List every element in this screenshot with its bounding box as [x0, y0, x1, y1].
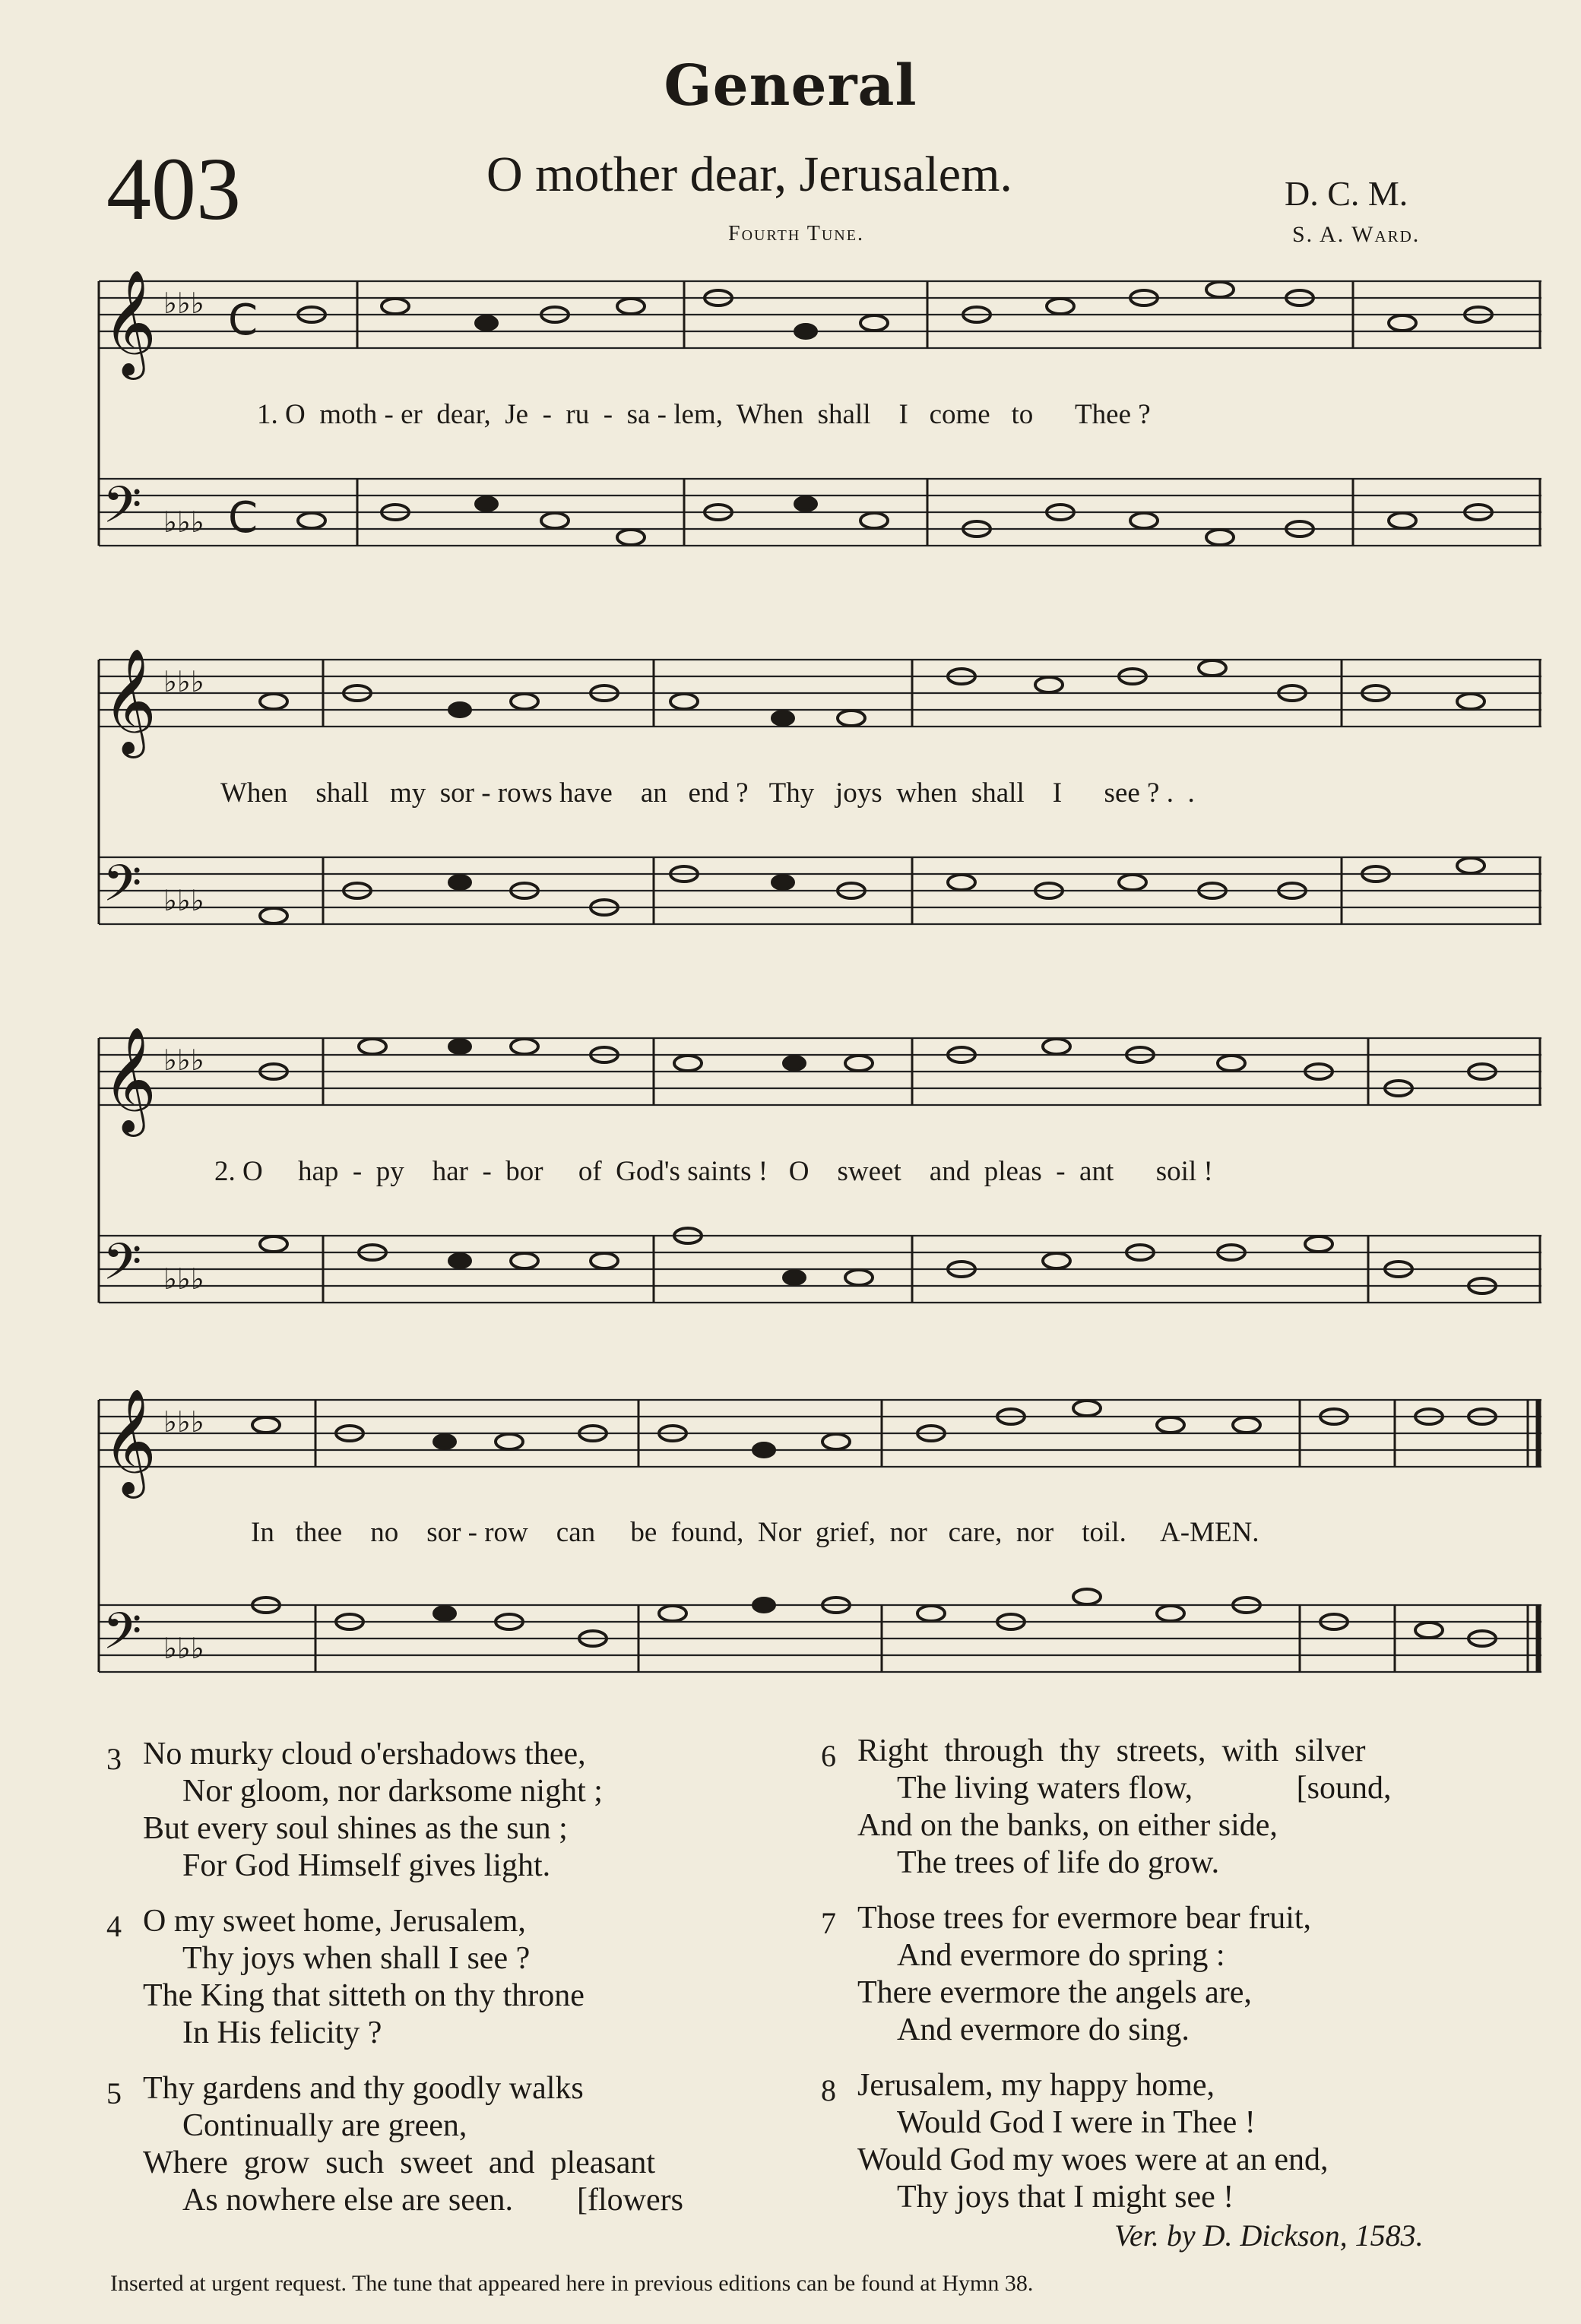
verse-5: 5 Thy gardens and thy goodly walks Continually are green, Where grow such sweet and pleasant As nowhere else are seen. [flowers: [106, 2071, 683, 2218]
verse-3: 3 No murky cloud o'ershadows thee, Nor gloom, nor darksome night ; But every soul shines as the sun ; For God Himself gives light.: [106, 1737, 603, 1883]
verse-7: 7 Those trees for evermore bear fruit, And evermore do spring : There evermore the angels are, And evermore do sing.: [821, 1901, 1312, 2047]
time-signature-icon: C: [228, 296, 258, 345]
treble-clef-icon: 𝄞: [103, 270, 157, 375]
verse-number: 6: [821, 1739, 836, 1773]
lyrics-line-4: In thee no sor - row can be found, Nor grief, nor care, nor toil. A-MEN.: [251, 1517, 1259, 1548]
treble-clef-icon: 𝄞: [103, 1388, 157, 1494]
svg-text:♭♭♭: ♭♭♭: [163, 1405, 204, 1439]
attribution: Ver. by D. Dickson, 1583.: [1114, 2218, 1424, 2253]
svg-text:♭♭♭: ♭♭♭: [163, 665, 204, 698]
verse-number: 4: [106, 1909, 122, 1943]
verse-number: 7: [821, 1906, 836, 1940]
svg-text:♭♭♭: ♭♭♭: [163, 1043, 204, 1077]
bass-clef-icon: 𝄢: [103, 476, 142, 546]
section-title: General: [664, 53, 917, 119]
svg-text:♭♭♭: ♭♭♭: [163, 884, 204, 917]
lyrics-line-1: 1. O moth - er dear, Je - ru - sa - lem, When shall I come to Thee ?: [257, 399, 1151, 430]
hymn-number: 403: [106, 139, 241, 239]
svg-text:♭♭♭: ♭♭♭: [163, 505, 204, 539]
verse-4: 4 O my sweet home, Jerusalem, Thy joys when shall I see ? The King that sitteth on thy throne In His felicity ?: [106, 1904, 585, 2050]
svg-text:♭♭♭: ♭♭♭: [163, 1632, 204, 1665]
meter-label: D. C. M.: [1285, 174, 1408, 213]
composer-name: S. A. Ward.: [1292, 222, 1421, 247]
treble-clef-icon: 𝄞: [103, 648, 157, 754]
bass-clef-icon: 𝄢: [103, 854, 142, 925]
treble-clef-icon: 𝄞: [103, 1027, 157, 1132]
lyrics-line-3: 2. O hap - py har - bor of God's saints ! O sweet and pleas - ant soil !: [214, 1156, 1213, 1187]
footnote: Inserted at urgent request. The tune that appeared here in previous editions can be found at Hymn 38.: [110, 2271, 1034, 2296]
svg-text:C: C: [228, 493, 258, 543]
key-signature-icon: ♭♭♭: [163, 287, 204, 320]
verse-number: 8: [821, 2073, 836, 2107]
svg-text:♭♭♭: ♭♭♭: [163, 1262, 204, 1296]
bass-clef-icon: 𝄢: [103, 1233, 142, 1303]
bass-clef-icon: 𝄢: [103, 1602, 142, 1673]
verse-number: 3: [106, 1742, 122, 1776]
verse-6: 6 Right through thy streets, with silver The living waters flow, [sound, And on the banks, on either side, The trees of life do grow.: [821, 1734, 1392, 1880]
verse-8: 8 Jerusalem, my happy home, Would God I were in Thee ! Would God my woes were at an end, Thy joys that I might see !: [821, 2068, 1329, 2215]
treble-staff: [99, 281, 1541, 348]
tune-name: Fourth Tune.: [728, 222, 864, 245]
verse-number: 5: [106, 2076, 122, 2110]
lyrics-line-2: When shall my sor - rows have an end ? Thy joys when shall I see ? . .: [220, 777, 1195, 809]
hymn-title: O mother dear, Jerusalem.: [486, 147, 1012, 202]
